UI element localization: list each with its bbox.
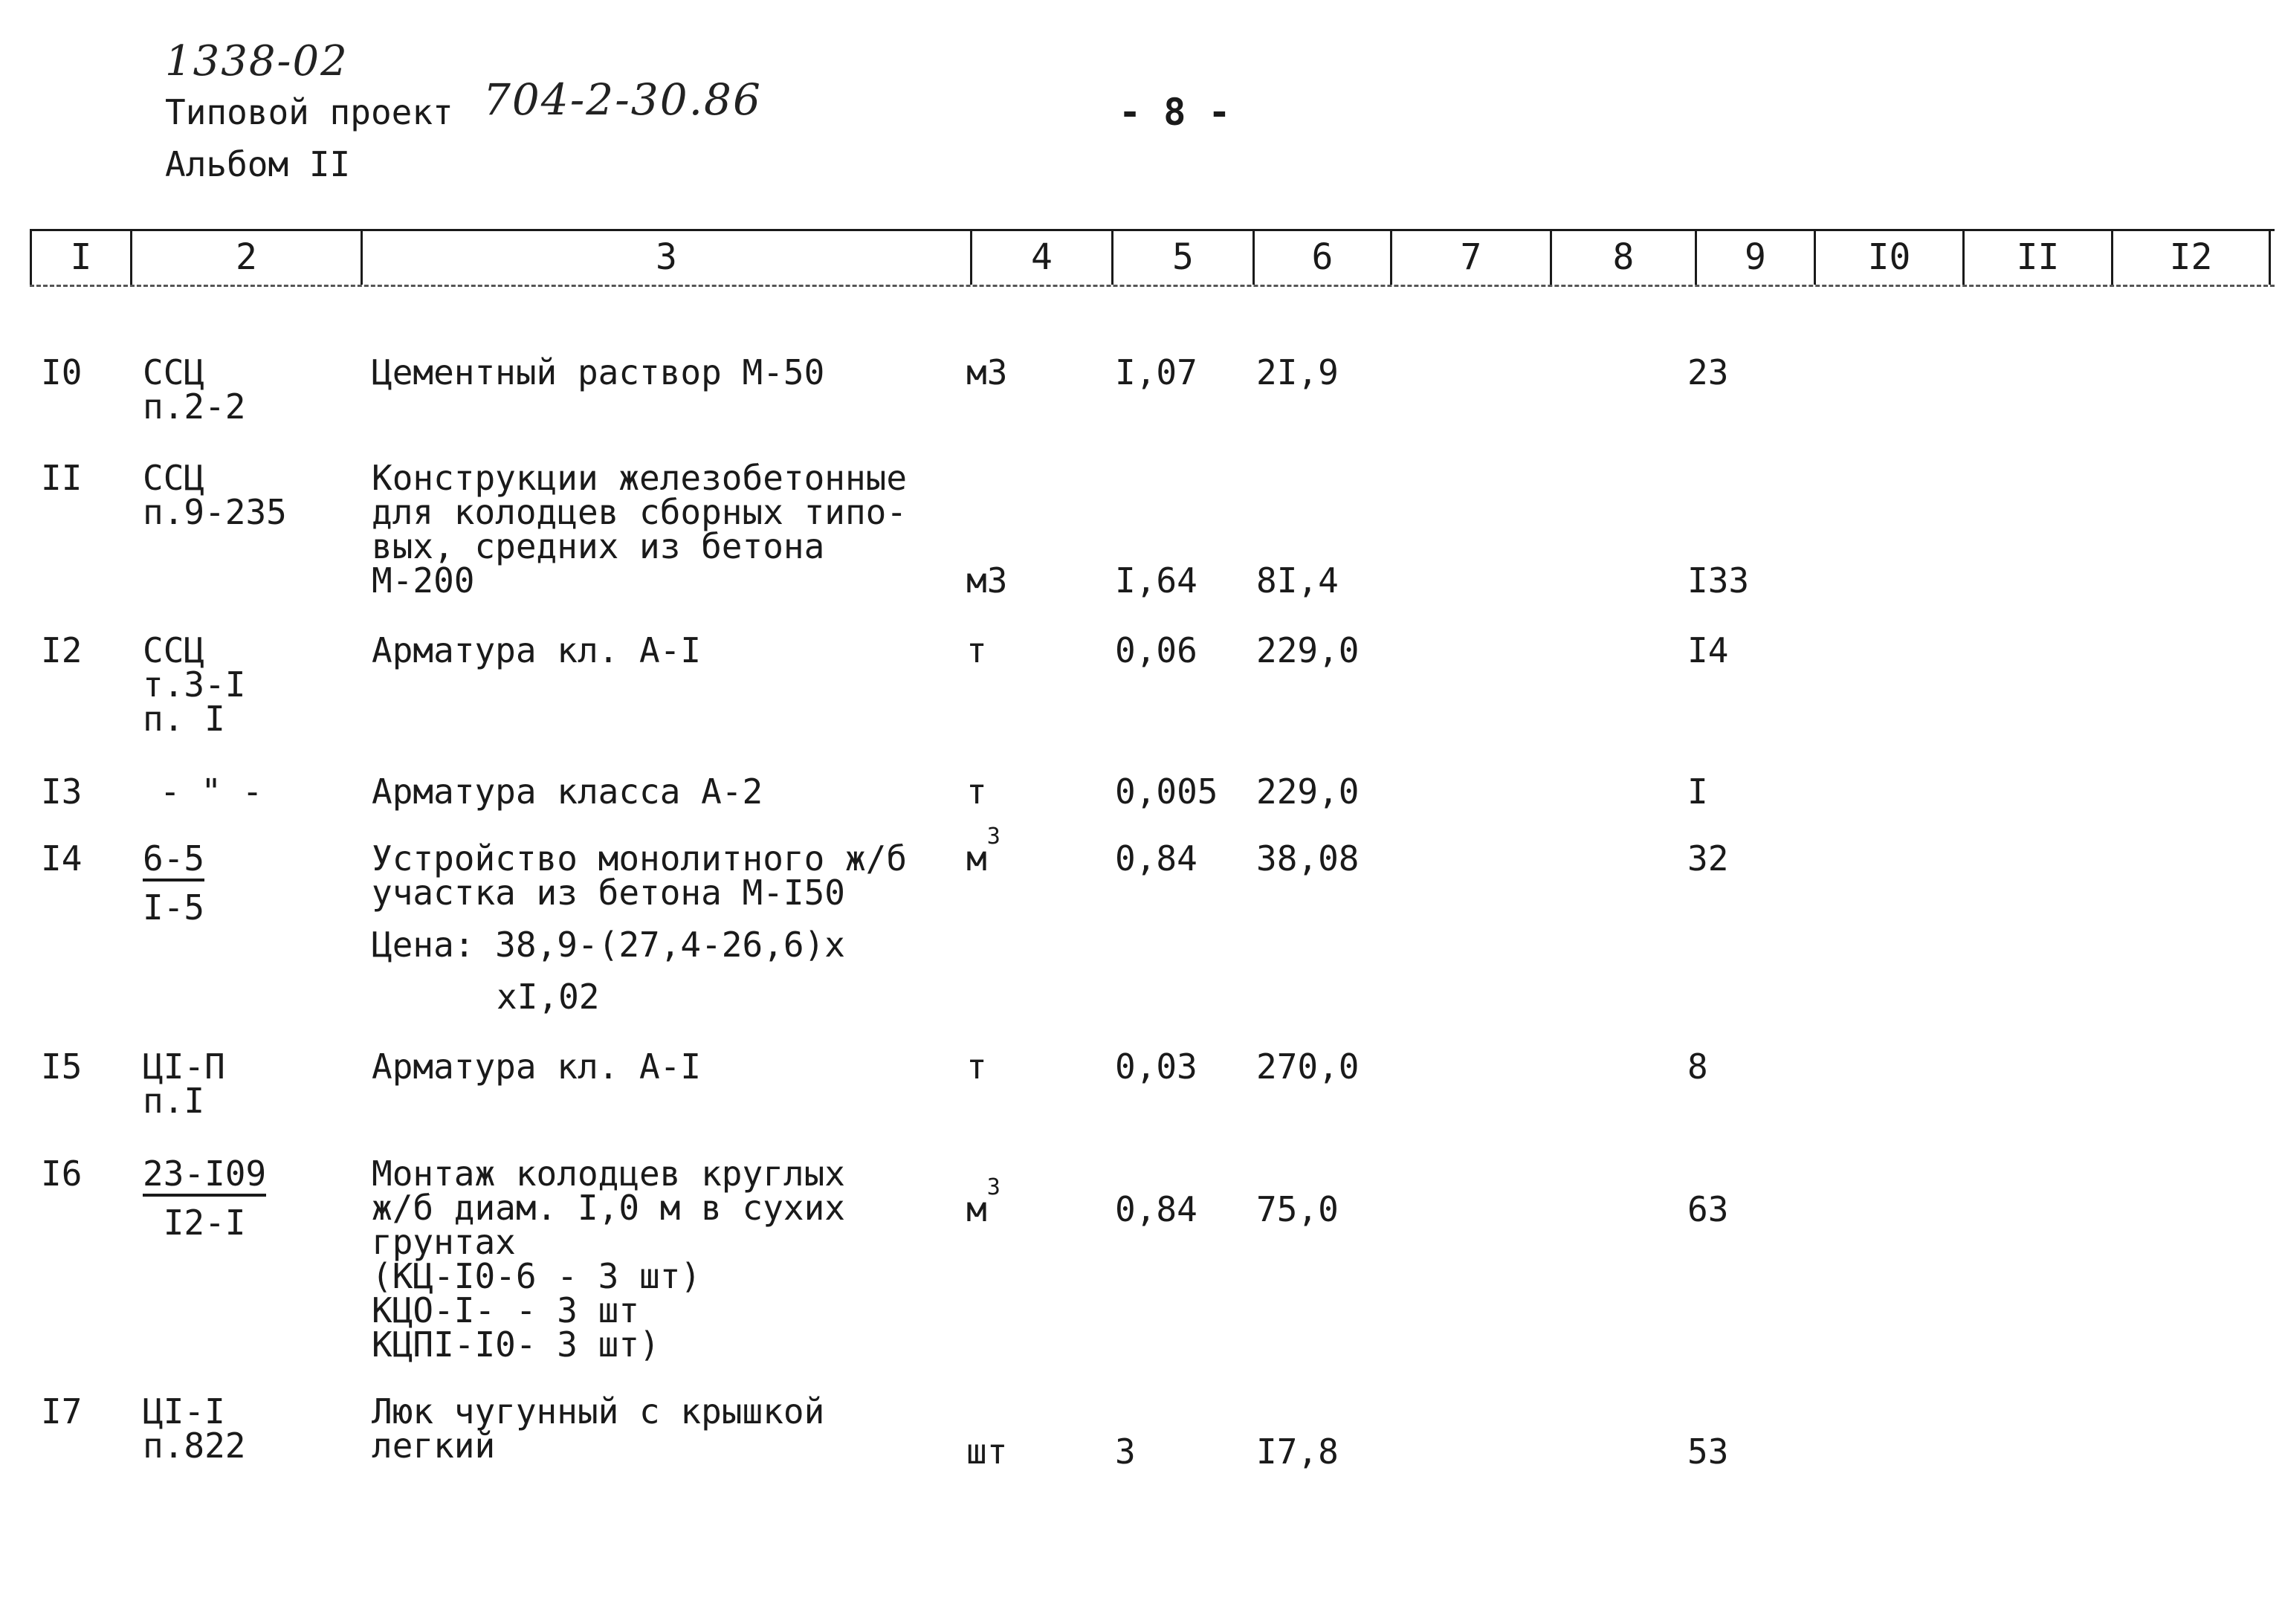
column-header-12: I2 bbox=[2111, 231, 2271, 285]
row-code: ЦI-П п.I bbox=[143, 1046, 225, 1121]
row-code: ССЦ т.3-I п. I bbox=[143, 630, 246, 739]
row-total: 63 bbox=[1687, 1189, 1729, 1229]
row-number: I0 bbox=[41, 352, 83, 392]
row-quantity: 0,06 bbox=[1115, 630, 1197, 670]
row-total: I33 bbox=[1687, 560, 1750, 601]
row-total: I4 bbox=[1687, 630, 1729, 670]
row-code-fraction bbox=[143, 838, 205, 928]
row-total: I bbox=[1687, 771, 1708, 812]
row-description: Арматура кл. А-I bbox=[372, 630, 702, 670]
doc-number: 1338-02 bbox=[165, 37, 349, 85]
row-price: 270,0 bbox=[1256, 1046, 1360, 1087]
row-quantity: 0,84 bbox=[1115, 1189, 1197, 1229]
row-description: Арматура кл. А-I bbox=[372, 1046, 702, 1087]
row-total: 53 bbox=[1687, 1431, 1729, 1472]
row-description: Люк чугунный с крышкой легкий bbox=[372, 1391, 825, 1466]
row-code: ЦI-I п.822 bbox=[143, 1391, 246, 1466]
column-header-11: II bbox=[1962, 231, 2111, 285]
row-description-price-formula: Цена: 38,9-(27,4-26,6)х bbox=[372, 925, 845, 965]
row-unit: т bbox=[966, 771, 987, 812]
column-header-8: 8 bbox=[1550, 231, 1695, 285]
row-description: Арматура класса А-2 bbox=[372, 771, 763, 812]
column-header-7: 7 bbox=[1390, 231, 1550, 285]
row-price: 38,08 bbox=[1256, 838, 1360, 879]
column-header-9: 9 bbox=[1695, 231, 1814, 285]
row-price: 75,0 bbox=[1256, 1189, 1339, 1229]
row-quantity: 0,03 bbox=[1115, 1046, 1197, 1087]
row-price: I7,8 bbox=[1256, 1431, 1339, 1472]
row-code-fraction bbox=[143, 1154, 267, 1243]
project-number: 704-2-30.86 bbox=[483, 74, 762, 125]
row-number: I6 bbox=[41, 1154, 83, 1194]
row-total: 23 bbox=[1687, 352, 1729, 392]
row-quantity: 0,005 bbox=[1115, 771, 1218, 812]
row-price: 229,0 bbox=[1256, 630, 1360, 670]
column-header-2: 2 bbox=[130, 231, 361, 285]
column-header-6: 6 bbox=[1252, 231, 1390, 285]
column-header-row bbox=[30, 229, 2275, 287]
row-unit: шт bbox=[966, 1431, 1008, 1472]
column-header-1: I bbox=[30, 231, 130, 285]
album-label: Альбом II bbox=[165, 144, 351, 184]
row-number: I2 bbox=[41, 630, 83, 670]
row-quantity: 0,84 bbox=[1115, 838, 1197, 879]
row-number: I7 bbox=[41, 1391, 83, 1431]
row-number: I5 bbox=[41, 1046, 83, 1087]
row-total: 8 bbox=[1687, 1046, 1708, 1087]
row-number: I3 bbox=[41, 771, 83, 812]
code-numerator: 23-I09 bbox=[143, 1156, 266, 1197]
row-description: Цементный раствор М-50 bbox=[372, 352, 825, 392]
row-quantity: 3 bbox=[1115, 1431, 1136, 1472]
row-description: Конструкции железобетонные для колодцев сборных типо- вых, средних из бетона М-200 bbox=[372, 458, 908, 601]
project-label: Типовой проект bbox=[165, 92, 453, 132]
row-unit: м3 bbox=[966, 352, 1008, 392]
column-header-4: 4 bbox=[970, 231, 1111, 285]
column-header-3: 3 bbox=[361, 231, 970, 285]
column-header-10: I0 bbox=[1814, 231, 1962, 285]
row-number: I4 bbox=[41, 838, 83, 879]
row-unit: т bbox=[966, 1046, 987, 1087]
row-unit: т bbox=[966, 630, 987, 670]
code-denominator: I2-I bbox=[163, 1203, 246, 1243]
row-description: Устройство монолитного ж/б участка из бетона М-I50 bbox=[372, 838, 908, 913]
code-denominator: I-5 bbox=[143, 887, 205, 928]
row-unit: м3 bbox=[966, 560, 1008, 601]
page-number: - 8 - bbox=[1119, 91, 1231, 134]
code-numerator: 6-5 bbox=[143, 841, 204, 881]
row-unit: $м^3$ bbox=[966, 824, 1001, 879]
row-price: 229,0 bbox=[1256, 771, 1360, 812]
row-number: II bbox=[41, 458, 83, 498]
row-description: Монтаж колодцев круглых ж/б диам. I,0 м в сухих грунтах (КЦ-I0-6 - 3 шт) КЦО-I- - 3 шт КЦПI-I0- 3 шт) bbox=[372, 1154, 845, 1365]
row-description-price-multiplier: хI,02 bbox=[497, 977, 600, 1017]
row-quantity: I,07 bbox=[1115, 352, 1197, 392]
row-unit: $м^3$ bbox=[966, 1174, 1001, 1229]
row-quantity: I,64 bbox=[1115, 560, 1197, 601]
row-code: ССЦ п.2-2 bbox=[143, 352, 246, 427]
row-code: - " - bbox=[160, 771, 263, 812]
column-header-5: 5 bbox=[1111, 231, 1252, 285]
row-code: ССЦ п.9-235 bbox=[143, 458, 287, 532]
row-price: 8I,4 bbox=[1256, 560, 1339, 601]
row-total: 32 bbox=[1687, 838, 1729, 879]
row-price: 2I,9 bbox=[1256, 352, 1339, 392]
